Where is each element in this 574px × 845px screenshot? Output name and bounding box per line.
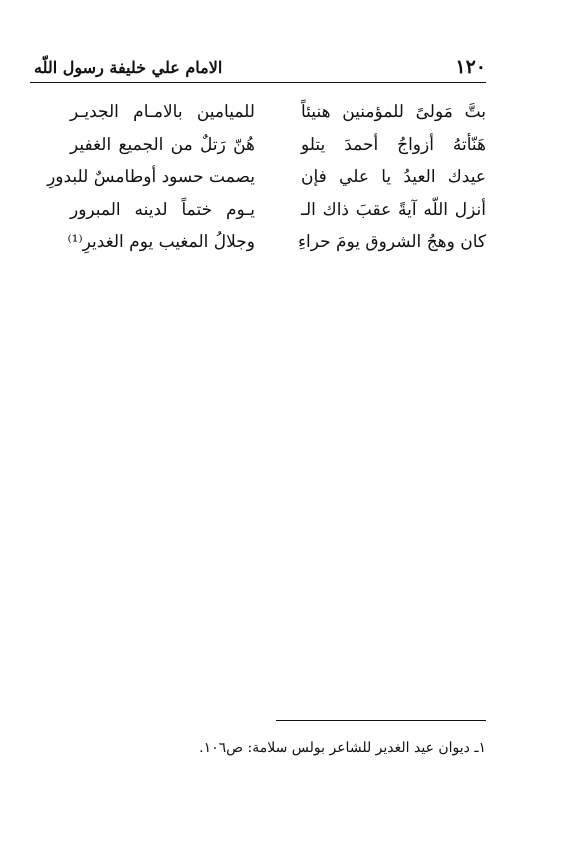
verse-second-hemistich: للميامين بالامـام الجديـر <box>70 102 255 123</box>
poem-verse <box>47 161 486 194</box>
running-title: الامام علي خليفة رسول اللّه <box>34 58 223 77</box>
poem-verse <box>70 96 486 129</box>
verse-first-hemistich: هَنّأتهُ أزواجُ أحمدَ يتلو <box>301 134 486 155</box>
page-number: ١٢٠ <box>455 56 486 78</box>
verse-second-hemistich: وجلالُ المغيب يوم الغديرِ⁽¹⁾ <box>67 232 255 253</box>
verse-second-hemistich: يـوم ختماً لدينه المبرور <box>70 199 255 220</box>
verse-first-hemistich: بتَّ مَولىً للمؤمنين هنيئاً <box>301 102 486 123</box>
poem-verse <box>67 226 486 259</box>
footnote-divider <box>276 720 486 721</box>
poem <box>47 96 486 259</box>
verse-first-hemistich: أنزل اللّه آيةً عقبَ ذاك الـ <box>301 199 486 220</box>
poem-verse <box>70 194 486 227</box>
verse-second-hemistich: يصمت حسود أوطامسٌ للبدورِ <box>47 167 255 188</box>
verse-second-hemistich: هُنّ رَتلٌ من الجميع الغفير <box>70 134 255 155</box>
verse-first-hemistich: كان وهجُ الشروق يومَ حراءِ <box>297 232 486 253</box>
verse-first-hemistich: عيدك العيدُ يا علي فإن <box>301 167 486 188</box>
footnote: ١ـ ديوان عيد الغدير للشاعر بولس سلامة: ص١٠٦. <box>199 740 486 756</box>
page-header <box>30 56 486 83</box>
poem-verse <box>70 129 486 162</box>
